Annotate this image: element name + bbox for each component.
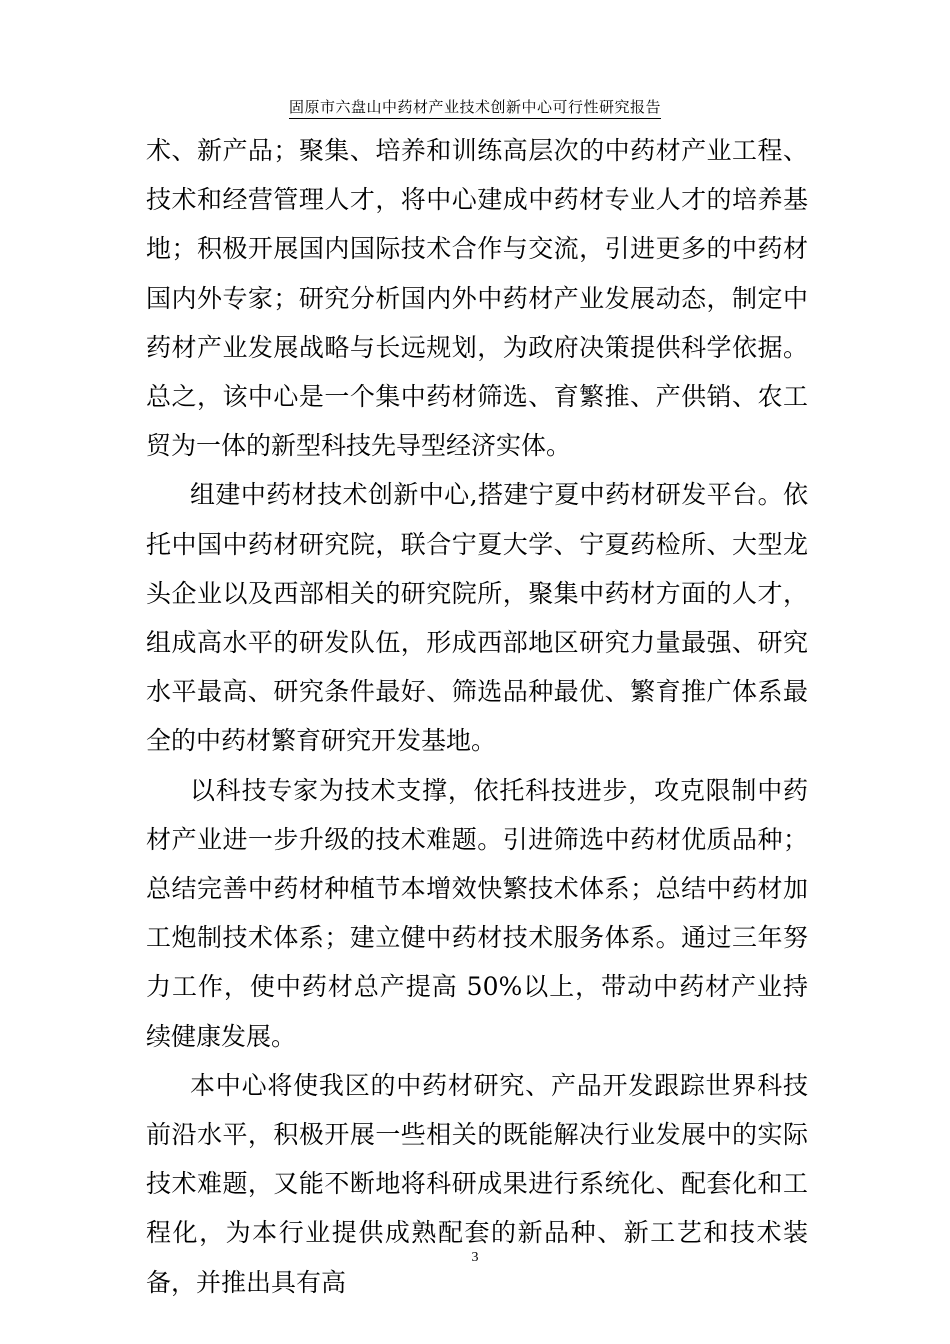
header-title: 固原市六盘山中药材产业技术创新中心可行性研究报告	[289, 98, 661, 119]
paragraph: 组建中药材技术创新中心,搭建宁夏中药材研发平台。依托中国中药材研究院，联合宁夏大学、宁夏药检所、大型龙头企业以及西部相关的研究院所，聚集中药材方面的人才，组成高水平的研发队伍，形成西部地区研究力量最强、研究水平最高、研究条件最好、筛选品种最优、繁育推广体系最全的中药材繁育研究开发基地。	[146, 480, 808, 756]
paragraph: 本中心将使我区的中药材研究、产品开发跟踪世界科技前沿水平，积极开展一些相关的既能解决行业发展中的实际技术难题，又能不断地将科研成果进行系统化、配套化和工程化，为本行业提供成熟配套的新品种、新工艺和技术装备，并推出具有高	[146, 1070, 808, 1297]
paragraph: 以科技专家为技术支撑，依托科技进步，攻克限制中药材产业进一步升级的技术难题。引进筛选中药材优质品种；总结完善中药材种植节本增效快繁技术体系；总结中药材加工炮制技术体系；建立健中药材技术服务体系。通过三年努力工作，使中药材总产提高 50%以上，带动中药材产业持续健康发展。	[146, 775, 808, 1051]
paragraph-continuation: 术、新产品；聚集、培养和训练高层次的中药材产业工程、技术和经营管理人才，将中心建成中药材专业人才的培养基地；积极开展国内国际技术合作与交流，引进更多的中药材国内外专家；研究分析国内外中药材产业发展动态，制定中药材产业发展战略与长远规划，为政府决策提供科学依据。总之，该中心是一个集中药材筛选、育繁推、产供销、农工贸为一体的新型科技先导型经济实体。	[146, 136, 808, 461]
page-number: 3	[471, 1250, 479, 1265]
body-text	[146, 126, 808, 1307]
running-header	[0, 96, 950, 117]
